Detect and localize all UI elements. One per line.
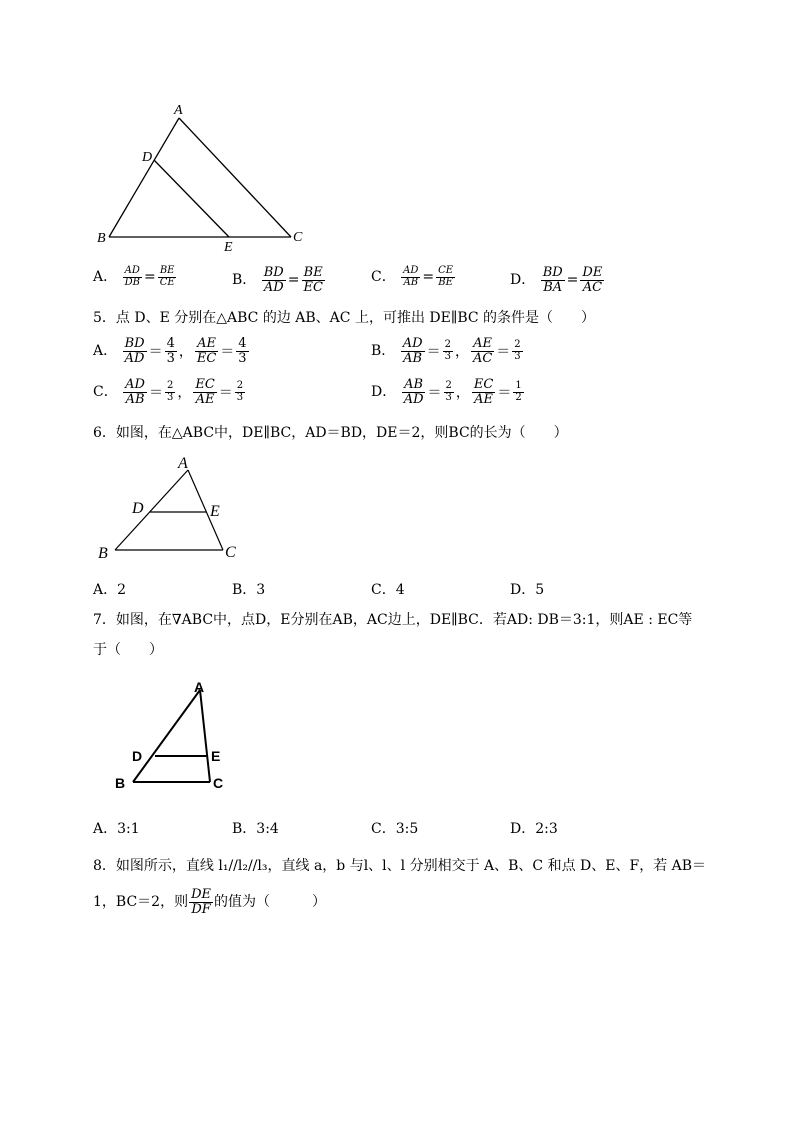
- label-C: C: [225, 544, 236, 561]
- label-E: E: [224, 240, 233, 255]
- fraction-de-df: $\frac{DE}{DF}$: [191, 887, 211, 917]
- q8-stem: 8．如图所示，直线 l₁//l₂//l₃，直线 a，b 与l、l、l 分别相交于 A、B、C 和点 D、E、F，若 AB＝: [93, 858, 707, 874]
- label-B: B: [97, 231, 106, 246]
- q6-stem: 6．如图，在△ABC中，DE∥BC，AD＝BD，DE＝2，则BC的长为（ ）: [93, 425, 568, 441]
- q4-option-c[interactable]: C． $\frac{AD}{AB}$ = $\frac{CE}{BE}$: [371, 265, 454, 288]
- q7-stem-cont: 于（ ）: [93, 642, 163, 658]
- q6-option-d[interactable]: D．5: [510, 582, 545, 598]
- q5-option-a[interactable]: A． $\frac{BD}{AD}$ ＝ $\frac{4}{3}$ ， $\frac{AE}{EC}$ ＝ $\frac{4}{3}$: [93, 336, 247, 366]
- label-C: C: [293, 230, 303, 245]
- q7-stem: 7．如图，在∇ABC中，点D，E分别在AB，AC边上，DE∥BC．若AD: DB＝3:1，则AE : EC等: [93, 612, 693, 628]
- q4-option-d[interactable]: D． $\frac{BD}{BA}$ = $\frac{DE}{AC}$: [510, 265, 603, 295]
- label-B: B: [98, 545, 108, 562]
- q6-option-c[interactable]: C．4: [371, 582, 405, 598]
- label-D: D: [132, 748, 143, 764]
- label-C: C: [213, 775, 224, 791]
- label-E: E: [211, 748, 221, 764]
- q5-option-b[interactable]: B． $\frac{AD}{AB}$ ＝ $\frac{2}{3}$ ， $\frac{AE}{AC}$ ＝ $\frac{2}{3}$: [371, 336, 521, 366]
- q5-option-c[interactable]: C． $\frac{AD}{AB}$ ＝ $\frac{2}{3}$ ， $\frac{EC}{AE}$ ＝ $\frac{2}{3}$: [93, 377, 244, 407]
- q7-option-d[interactable]: D．2:3: [510, 821, 558, 837]
- q6-option-a[interactable]: A．2: [93, 582, 127, 598]
- q4-option-a[interactable]: A． $\frac{AD}{DB}$ = $\frac{BE}{CE}$: [93, 265, 175, 288]
- q4-option-b[interactable]: B． $\frac{BD}{AD}$ = $\frac{BE}{EC}$: [232, 265, 323, 295]
- label-A: A: [174, 103, 183, 118]
- label-B: B: [115, 775, 126, 791]
- label-D: D: [132, 500, 144, 517]
- q6-option-b[interactable]: B．3: [232, 582, 266, 598]
- q5-stem: 5．点 D、E 分别在△ABC 的边 AB、AC 上，可推出 DE∥BC 的条件是（ ）: [93, 310, 596, 326]
- q8-stem-cont: 1，BC＝2，则 $\frac{DE}{DF}$ 的值为（ ）: [93, 887, 326, 917]
- label-A: A: [194, 679, 205, 695]
- q7-option-c[interactable]: C．3:5: [371, 821, 419, 837]
- figure-q4-triangle: [90, 100, 320, 260]
- q7-option-a[interactable]: A．3:1: [93, 821, 140, 837]
- label-A: A: [178, 455, 188, 472]
- q5-option-d[interactable]: D． $\frac{AB}{AD}$ ＝ $\frac{2}{3}$ ， $\frac{EC}{AE}$ ＝ $\frac{1}{2}$: [371, 377, 522, 407]
- figure-q7-triangle: [110, 672, 240, 797]
- label-D: D: [142, 150, 153, 165]
- label-E: E: [210, 503, 220, 520]
- q7-option-b[interactable]: B．3:4: [232, 821, 279, 837]
- figure-q6-triangle: [93, 450, 253, 565]
